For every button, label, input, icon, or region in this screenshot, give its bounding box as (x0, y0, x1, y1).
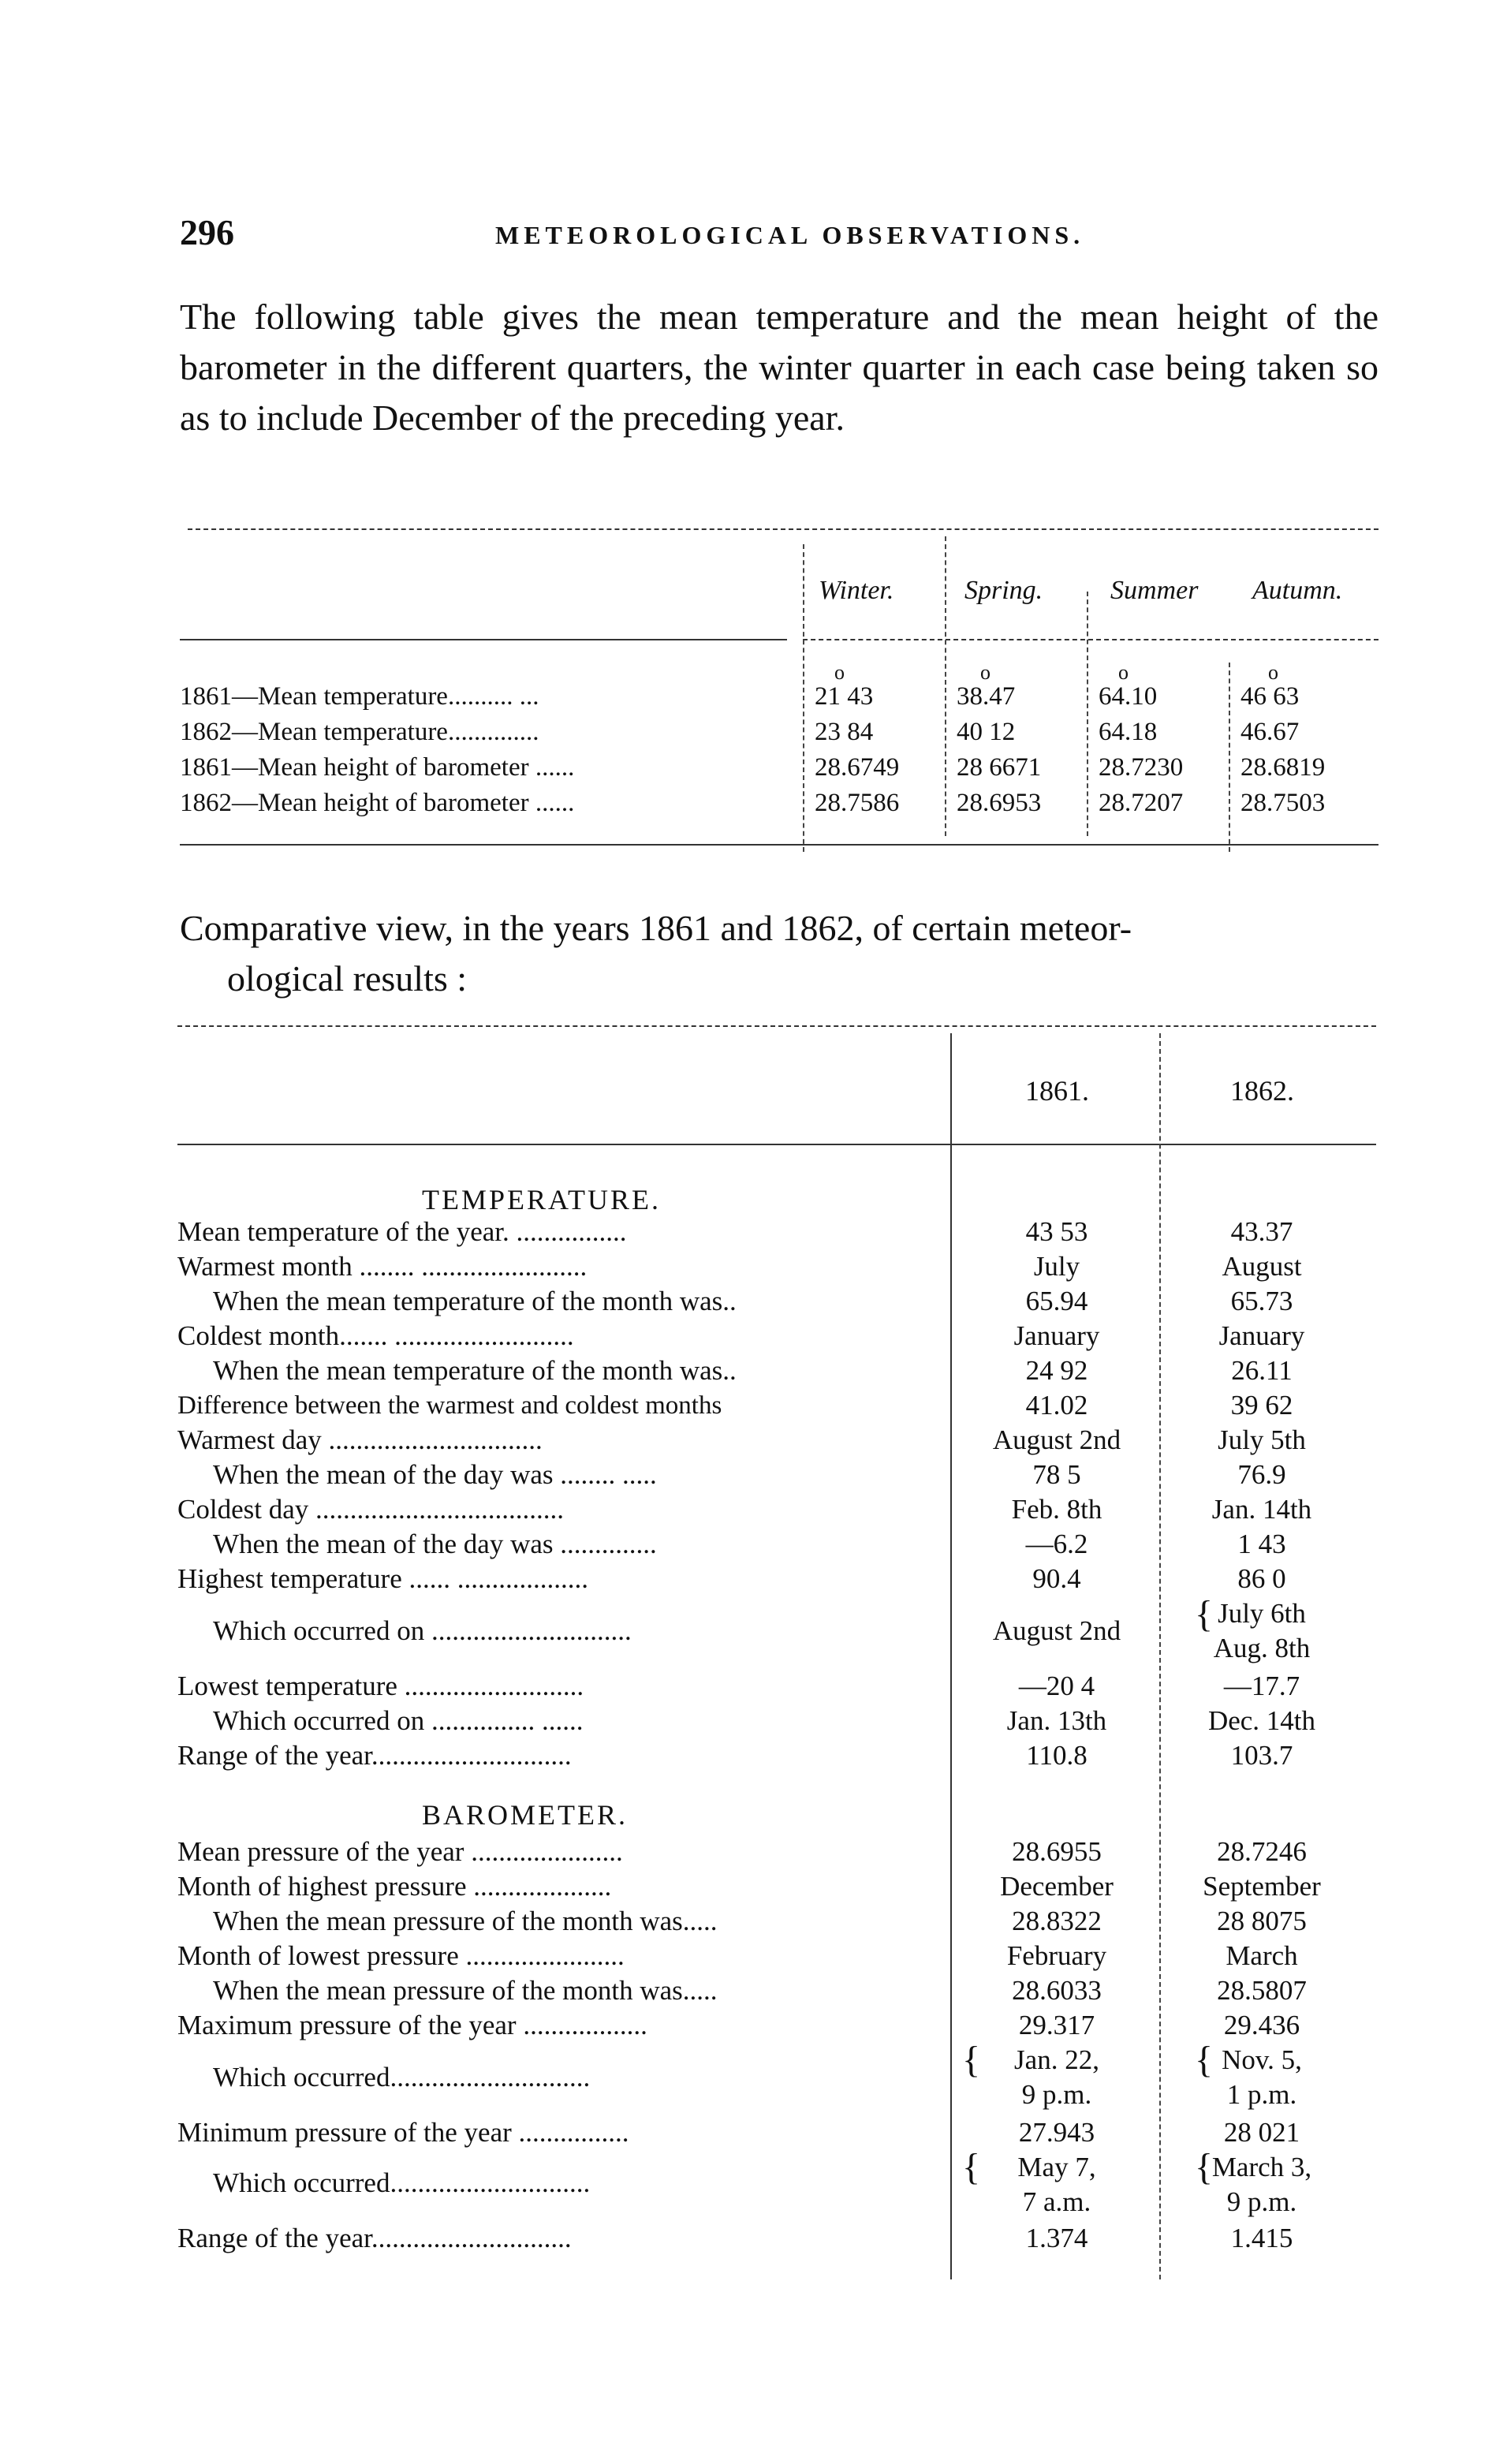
value-1861: 90.4 (1032, 1563, 1081, 1594)
degree-mark: o (834, 661, 845, 684)
cell: 40 12 (957, 718, 1016, 746)
quarterly-table (180, 521, 1378, 868)
brace: { (962, 2146, 981, 2188)
page-header (180, 211, 1378, 259)
row-label: Maximum pressure of the year .................. (177, 2010, 647, 2040)
row-label: Mean pressure of the year ...................... (177, 1836, 623, 1867)
running-head: METEOROLOGICAL OBSERVATIONS. (495, 221, 1085, 249)
row-label: When the mean pressure of the month was..... (213, 1906, 718, 1936)
row-label: Mean temperature of the year. ................ (177, 1216, 627, 1247)
col-spring: Spring. (964, 576, 1043, 605)
row-label: Range of the year............................. (177, 1740, 572, 1771)
value-1861: 43 53 (1025, 1216, 1088, 1247)
value-1861: —20 4 (1018, 1671, 1095, 1701)
value-1861: 110.8 (1026, 1740, 1087, 1771)
brace: { (962, 2039, 981, 2081)
row-label: When the mean temperature of the month was.. (213, 1355, 737, 1386)
intro-paragraph: The following table gives the mean temperature and the mean height of the barometer in the different quarters, the winter quarter in each case being taken so as to include December of the preceding year. (180, 297, 1378, 438)
value-1862: March (1226, 1940, 1298, 1971)
value-1862: 1.415 (1230, 2223, 1293, 2253)
brace: { (1195, 2039, 1214, 2081)
header-rule (177, 1144, 1376, 1145)
row-label: Which occurred............................. (213, 2062, 591, 2093)
col-1861: 1861. (1025, 1075, 1089, 1107)
value-1861: Jan. 13th (1006, 1705, 1107, 1736)
value-1861: Feb. 8th (1011, 1494, 1102, 1525)
value-1862: 43.37 (1230, 1216, 1293, 1247)
value-1861: 7 a.m. (1022, 2186, 1091, 2217)
header-rule-right (803, 639, 1378, 640)
row-label: 1862—Mean height of barometer ...... (180, 789, 575, 817)
cell: 28.6953 (957, 789, 1042, 817)
row-label: Month of highest pressure .................... (177, 1871, 612, 1902)
value-1862: September (1203, 1871, 1321, 1902)
row-label: Minimum pressure of the year ................ (177, 2117, 629, 2148)
col-summer: Summer (1110, 576, 1199, 605)
value-1861: December (1000, 1871, 1114, 1902)
row-label: Which occurred on ............................. (213, 1615, 632, 1646)
value-1862: 28 021 (1223, 2117, 1300, 2148)
value-1862: 28.7246 (1217, 1836, 1307, 1867)
value-1861: Jan. 22, (1014, 2044, 1099, 2075)
section-temperature: TEMPERATURE. (422, 1184, 662, 1215)
value-1862: 1 43 (1237, 1529, 1286, 1559)
cell: 23 84 (815, 718, 874, 746)
value-1861: July (1033, 1251, 1080, 1282)
cell: 28.7207 (1099, 789, 1184, 817)
value-1861: January (1013, 1320, 1100, 1351)
value-1861: 9 p.m. (1021, 2079, 1092, 2110)
header-rule-left (180, 639, 787, 640)
value-1862: 86 0 (1237, 1563, 1286, 1594)
cell: 21 43 (815, 682, 874, 711)
page-number: 296 (180, 212, 234, 252)
value-1861: 28.6033 (1012, 1975, 1102, 2006)
table-bottom-rule (180, 844, 1378, 846)
cell: 28.6749 (815, 753, 900, 782)
value-1861: 65.94 (1025, 1286, 1088, 1316)
row-label: When the mean temperature of the month was.. (213, 1286, 737, 1316)
degree-mark: o (1268, 661, 1278, 684)
value-1861: May 7, (1017, 2152, 1096, 2182)
value-1862: Jan. 14th (1211, 1494, 1312, 1525)
degree-mark: o (1118, 661, 1129, 684)
cell: 46.67 (1240, 718, 1300, 746)
row-label: Range of the year............................. (177, 2223, 572, 2253)
table-top-rule (177, 1025, 1376, 1027)
cell: 28.7230 (1099, 753, 1184, 782)
brace: { (1195, 2146, 1214, 2188)
value-1861: —6.2 (1025, 1529, 1088, 1559)
col-1862: 1862. (1230, 1075, 1294, 1107)
row-label: Highest temperature ...... ................... (177, 1563, 589, 1594)
cell: 46 63 (1240, 682, 1300, 711)
value-1862: Aug. 8th (1213, 1633, 1311, 1663)
value-1862: July 6th (1218, 1598, 1306, 1629)
cell: 64.18 (1099, 718, 1158, 746)
value-1862: —17.7 (1223, 1671, 1300, 1701)
row-label: When the mean pressure of the month was..... (213, 1975, 718, 2006)
value-1862: 29.436 (1223, 2010, 1300, 2040)
value-1861: 27.943 (1018, 2117, 1095, 2148)
cell: 28.6819 (1240, 753, 1326, 782)
table-top-rule (188, 528, 1378, 530)
value-1862: 65.73 (1230, 1286, 1293, 1316)
row-label: Warmest month ........ ........................ (177, 1251, 588, 1282)
value-1862: 28 8075 (1217, 1906, 1307, 1936)
row-label: When the mean of the day was ........ ..... (213, 1459, 657, 1490)
row-label: Coldest day .................................... (177, 1494, 564, 1525)
row-label: Lowest temperature .......................... (177, 1671, 584, 1701)
value-1861: 28.8322 (1012, 1906, 1102, 1936)
row-label: Which occurred............................. (213, 2167, 591, 2198)
value-1862: July 5th (1218, 1424, 1306, 1455)
value-1862: Dec. 14th (1207, 1705, 1316, 1736)
col-divider (1159, 1033, 1161, 2279)
paragraph-line: Comparative view, in the years 1861 and 1862, of certain meteor- (180, 908, 1132, 948)
value-1861: August 2nd (992, 1424, 1121, 1455)
value-1861: 1.374 (1025, 2223, 1088, 2253)
value-1861: 78 5 (1032, 1459, 1081, 1490)
cell: 28 6671 (957, 753, 1042, 782)
cell: 38.47 (957, 682, 1016, 711)
paragraph-line: ological results : (227, 958, 468, 999)
value-1862: 28.5807 (1217, 1975, 1307, 2006)
value-1861: 24 92 (1025, 1355, 1088, 1386)
value-1862: 1 p.m. (1226, 2079, 1297, 2110)
cell: 28.7586 (815, 789, 900, 817)
value-1862: August (1222, 1251, 1302, 1282)
value-1861: 29.317 (1018, 2010, 1095, 2040)
value-1862: 103.7 (1230, 1740, 1293, 1771)
value-1862: 76.9 (1237, 1459, 1286, 1490)
cell: 64.10 (1099, 682, 1158, 711)
row-label: 1862—Mean temperature.............. (180, 718, 539, 746)
row-label: 1861—Mean height of barometer ...... (180, 753, 575, 782)
value-1861: 41.02 (1025, 1390, 1088, 1421)
row-label: 1861—Mean temperature.......... ... (180, 682, 539, 711)
comparative-paragraph (180, 903, 1378, 1004)
value-1861: August 2nd (992, 1615, 1121, 1646)
value-1861: February (1006, 1940, 1107, 1971)
value-1862: 39 62 (1230, 1390, 1293, 1421)
value-1861: 28.6955 (1012, 1836, 1102, 1867)
value-1862: 9 p.m. (1226, 2186, 1297, 2217)
brace: { (1195, 1593, 1214, 1635)
row-label: Warmest day ............................... (177, 1424, 543, 1455)
degree-mark: o (980, 661, 990, 684)
col-winter: Winter. (819, 576, 894, 605)
value-1862: March 3, (1211, 2152, 1312, 2182)
row-label: Which occurred on ............... ...... (213, 1705, 584, 1736)
comparative-table (170, 1017, 1384, 2295)
row-label: Difference between the warmest and coldest months (177, 1391, 722, 1420)
row-label: When the mean of the day was .............. (213, 1529, 657, 1559)
cell: 28.7503 (1240, 789, 1326, 817)
row-label: Coldest month....... .......................... (177, 1320, 574, 1351)
section-barometer: BAROMETER. (422, 1799, 629, 1831)
col-divider (803, 544, 804, 852)
row-label: Month of lowest pressure ....................... (177, 1940, 625, 1971)
col-autumn: Autumn. (1252, 576, 1343, 605)
value-1862: January (1218, 1320, 1305, 1351)
value-1862: 26.11 (1231, 1355, 1293, 1386)
value-1862: Nov. 5, (1222, 2044, 1302, 2075)
